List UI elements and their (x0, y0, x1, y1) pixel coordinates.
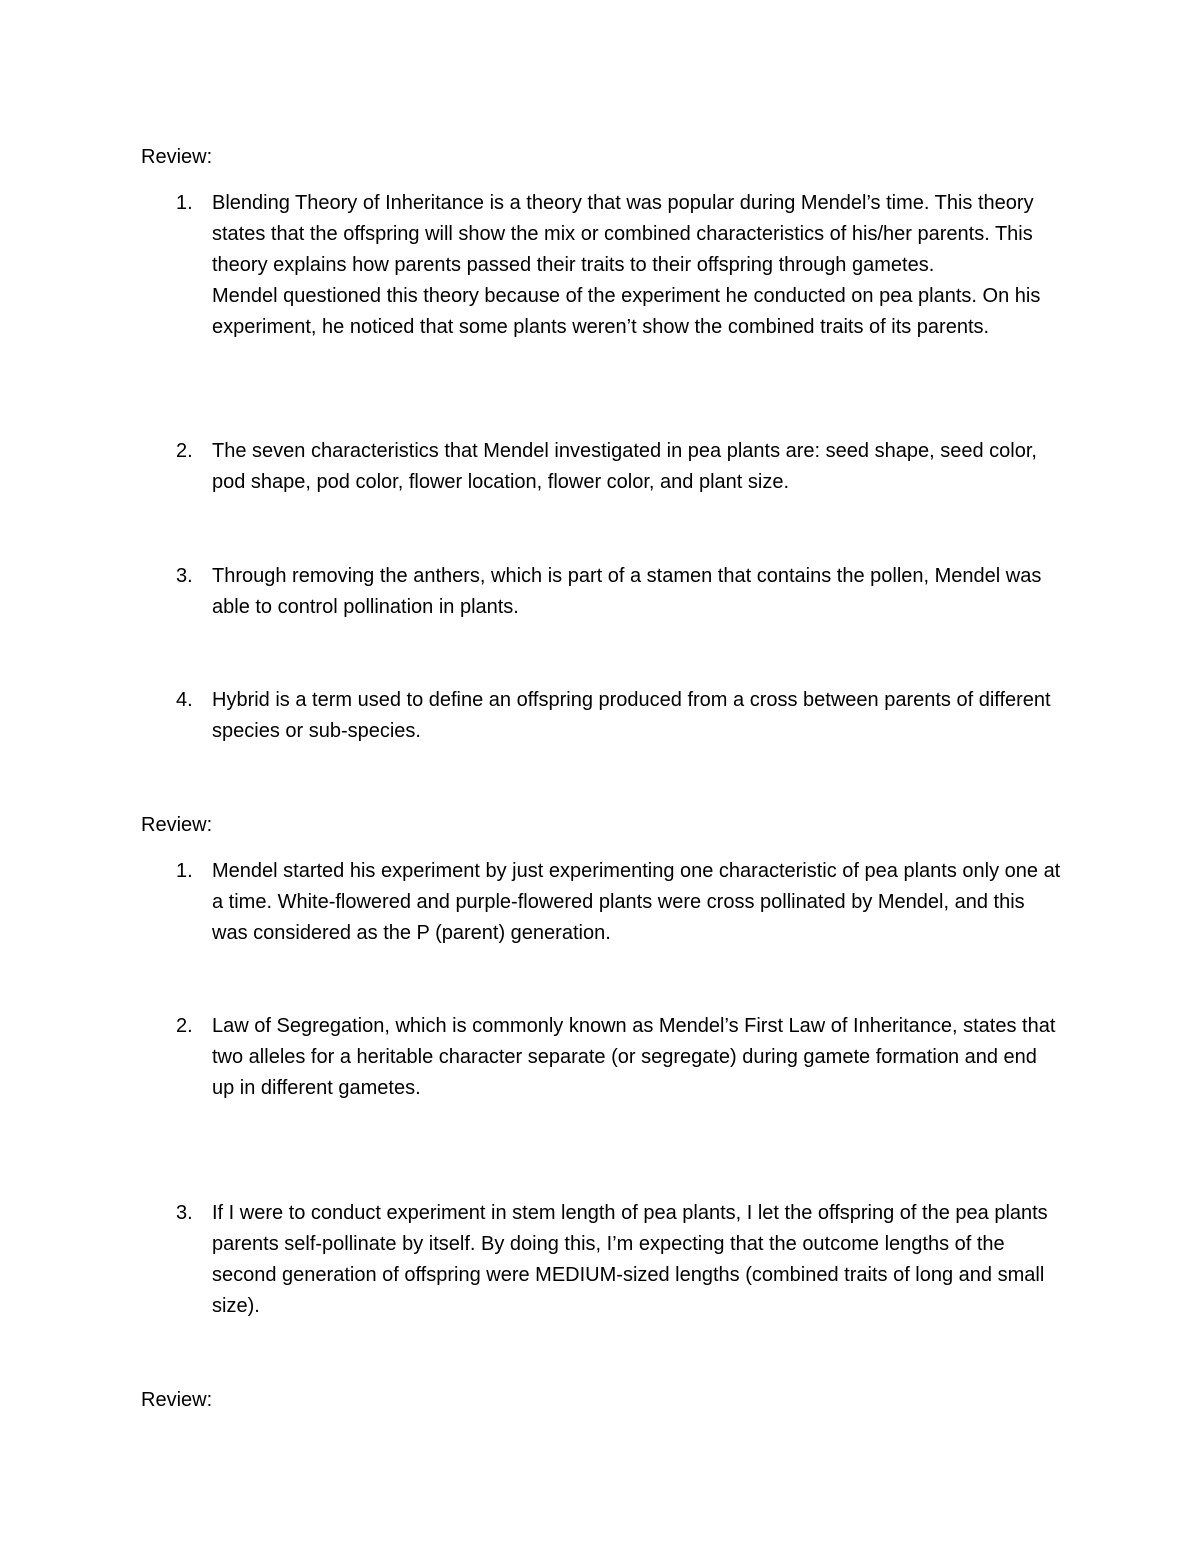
item-paragraph: Hybrid is a term used to define an offspring produced from a cross between parents of different species or sub-species. (212, 689, 1051, 742)
section-3-heading: Review: (141, 1389, 213, 1411)
item-paragraph: Blending Theory of Inheritance is a theory that was popular during Mendel’s time. This theory states that the offspring will show the mix or combined characteristics of his/her parents. This theory explains how parents passed their traits to their offspring through gametes. (212, 192, 1034, 276)
item-paragraph: Through removing the anthers, which is part of a stamen that contains the pollen, Mendel was able to control pollination in plants. (212, 565, 1042, 618)
item-number: 3. (176, 1202, 193, 1224)
item-paragraph: If I were to conduct experiment in stem length of pea plants, I let the offspring of the pea plants parents self-pollinate by itself. By doing this, I’m expecting that the outcome lengths of the second generation of offspring were MEDIUM-sized lengths (combined traits of long and small size). (212, 1202, 1048, 1317)
item-paragraph: The seven characteristics that Mendel investigated in pea plants are: seed shape, seed color, pod shape, pod color, flower location, flower color, and plant size. (212, 440, 1037, 493)
item-paragraph: Law of Segregation, which is commonly known as Mendel’s First Law of Inheritance, states that two alleles for a heritable character separate (or segregate) during gamete formation and end up in different gametes. (212, 1015, 1056, 1099)
item-number: 2. (176, 1015, 193, 1037)
item-number: 1. (176, 192, 193, 214)
item-number: 4. (176, 689, 193, 711)
item-paragraph: Mendel questioned this theory because of the experiment he conducted on pea plants. On his experiment, he noticed that some plants weren’t show the combined traits of its parents. (212, 285, 1041, 338)
section-2-heading: Review: (141, 814, 213, 836)
item-paragraph: Mendel started his experiment by just experimenting one characteristic of pea plants only one at a time. White-flowered and purple-flowered plants were cross pollinated by Mendel, and this was considered as the P (parent) generation. (212, 860, 1061, 944)
item-number: 3. (176, 565, 193, 587)
item-number: 2. (176, 440, 193, 462)
section-1-heading: Review: (141, 146, 213, 168)
item-number: 1. (176, 860, 193, 882)
